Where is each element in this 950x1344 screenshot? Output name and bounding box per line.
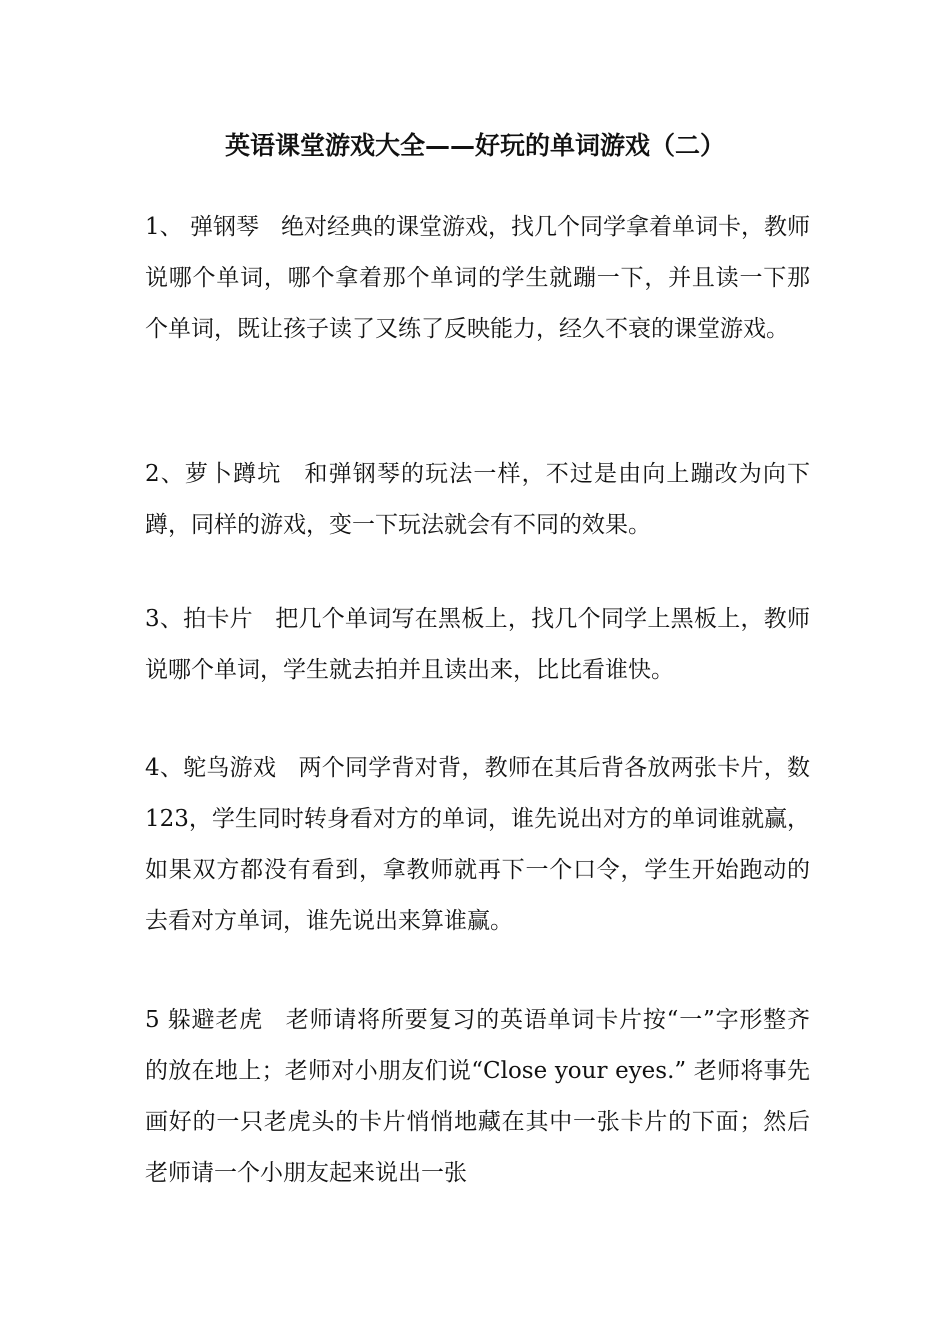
game-item-4-heading: 4、鸵鸟游戏 [145, 755, 277, 781]
game-item-4 [145, 743, 810, 947]
game-item-5-heading: 5 躲避老虎 [145, 1007, 263, 1033]
game-item-4-body: 两个同学背对背，教师在其后背各放两张卡片，数 123，学生同时转身看对方的单词，谁先说出对方的单词谁就赢，如果双方都没有看到，拿教师就再下一个口令，学生开始跑动的去看对方单词，谁先说出来算谁赢。 [145, 755, 811, 934]
game-item-3-heading: 3、拍卡片 [145, 606, 253, 632]
game-item-5-body: 老师请将所要复习的英语单词卡片按“一”字形整齐的放在地上；老师对小朋友们说“Close your eyes.” 老师将事先画好的一只老虎头的卡片悄悄地藏在其中一张卡片的下面；然后老师请一个小朋友起来说出一张 [145, 1007, 810, 1186]
game-item-3 [145, 594, 810, 696]
game-item-3-body: 把几个单词写在黑板上，找几个同学上黑板上，教师说哪个单词，学生就去拍并且读出来，比比看谁快。 [145, 606, 810, 683]
game-item-1 [145, 202, 810, 355]
document-title: 英语课堂游戏大全——好玩的单词游戏（二） [224, 131, 725, 160]
game-item-2-heading: 2、萝卜蹲坑 [145, 461, 282, 487]
game-item-1-heading: 1、 弹钢琴 [145, 214, 259, 240]
game-item-1-body: 绝对经典的课堂游戏，找几个同学拿着单词卡，教师说哪个单词，哪个拿着那个单词的学生就蹦一下，并且读一下那个单词，既让孩子读了又练了反映能力，经久不衰的课堂游戏。 [145, 214, 811, 342]
game-item-2 [145, 449, 810, 551]
game-item-2-body: 和弹钢琴的玩法一样，不过是由向上蹦改为向下蹲，同样的游戏，变一下玩法就会有不同的效果。 [145, 461, 811, 538]
game-item-5 [145, 995, 810, 1199]
